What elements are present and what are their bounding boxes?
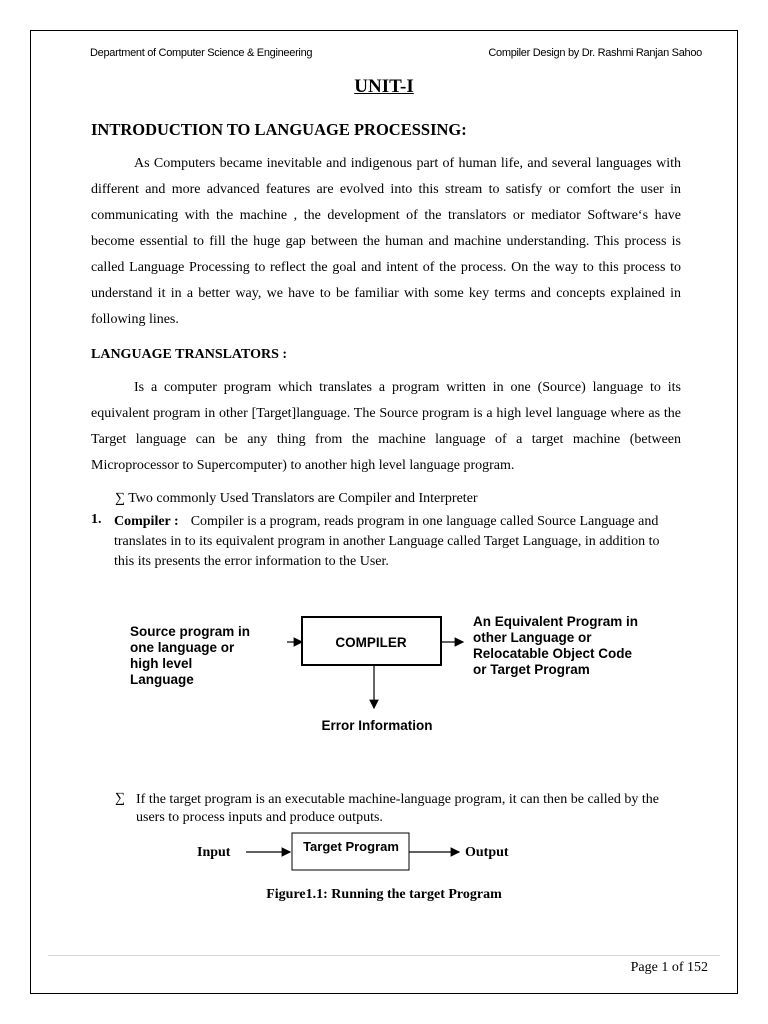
sigma-icon: ∑ — [115, 491, 125, 506]
target-program-label: Target Program — [303, 839, 399, 854]
list-item-text: Compiler is a program, reads program in one language called Source Language and translates in to its equivalent program in another Language called Target Language, in addition to this its presents the error information to the User. — [114, 514, 660, 569]
run-target-diagram — [0, 826, 768, 876]
diagram-source-line-1: Source program in — [130, 624, 251, 639]
header-department: Department of Computer Science & Engineering — [90, 47, 313, 59]
header-course: Compiler Design by Dr. Rashmi Ranjan Sahoo — [488, 47, 702, 59]
list-item-number: 1. — [91, 512, 102, 527]
run-input-label: Input — [197, 845, 231, 860]
compiler-diagram — [0, 600, 768, 740]
page-number: Page 1 of 152 — [630, 960, 708, 975]
diagram-output-line-1: An Equivalent Program in — [473, 614, 639, 629]
bullet-target-program: If the target program is an executable machine-language program, it can then be called by the users to process inputs and produce outputs. — [136, 792, 659, 825]
diagram-output-line-3: Relocatable Object Code — [473, 646, 633, 661]
diagram-source-line-4: Language — [130, 672, 194, 687]
figure-caption: Figure1.1: Running the target Program — [266, 887, 502, 902]
bullet-translators — [115, 491, 478, 507]
compiler-box-label: COMPILER — [335, 635, 407, 650]
diagram-output-line-4: or Target Program — [473, 662, 590, 677]
translators-paragraph-text: Is a computer program which translates a program written in one (Source) language to its equivalent program in other [Target]language. The Source program is a high level language where as the Target language can be any thing from the machine language of a target machine (between Microprocessor to Supercomputer) to another high level language program. — [91, 380, 681, 473]
diagram-output-line-2: other Language or — [473, 630, 592, 645]
run-output-label: Output — [465, 845, 509, 860]
diagram-error-label: Error Information — [321, 718, 433, 733]
diagram-source-line-2: one language or — [130, 640, 235, 655]
list-item-term: Compiler : — [114, 514, 179, 529]
unit-title: UNIT-I — [354, 76, 414, 97]
list-item-compiler — [114, 512, 674, 572]
intro-paragraph-text: As Computers became inevitable and indigenous part of human life, and several languages with different and more advanced features are evolved into this stream to satisfy or comfort the user in communicating with the machine , the development of the translators or mediator Software‘s have become essential to fill the huge gap between the human and machine understanding. This process is called Language Processing to reflect the goal and intent of the process. On the way to this process to understand it in a better way, we have to be familiar with some key terms and concepts explained in following lines. — [91, 156, 681, 327]
footer-divider — [48, 955, 720, 956]
intro-paragraph — [91, 151, 681, 333]
diagram-source-line-3: high level — [130, 656, 193, 671]
translators-paragraph — [91, 375, 681, 479]
section-heading-translators: LANGUAGE TRANSLATORS : — [91, 347, 288, 362]
bullet-translators-text: Two commonly Used Translators are Compiler and Interpreter — [128, 491, 478, 506]
sigma-icon: ∑ — [115, 791, 125, 806]
section-heading-introduction: INTRODUCTION TO LANGUAGE PROCESSING: — [91, 120, 467, 139]
